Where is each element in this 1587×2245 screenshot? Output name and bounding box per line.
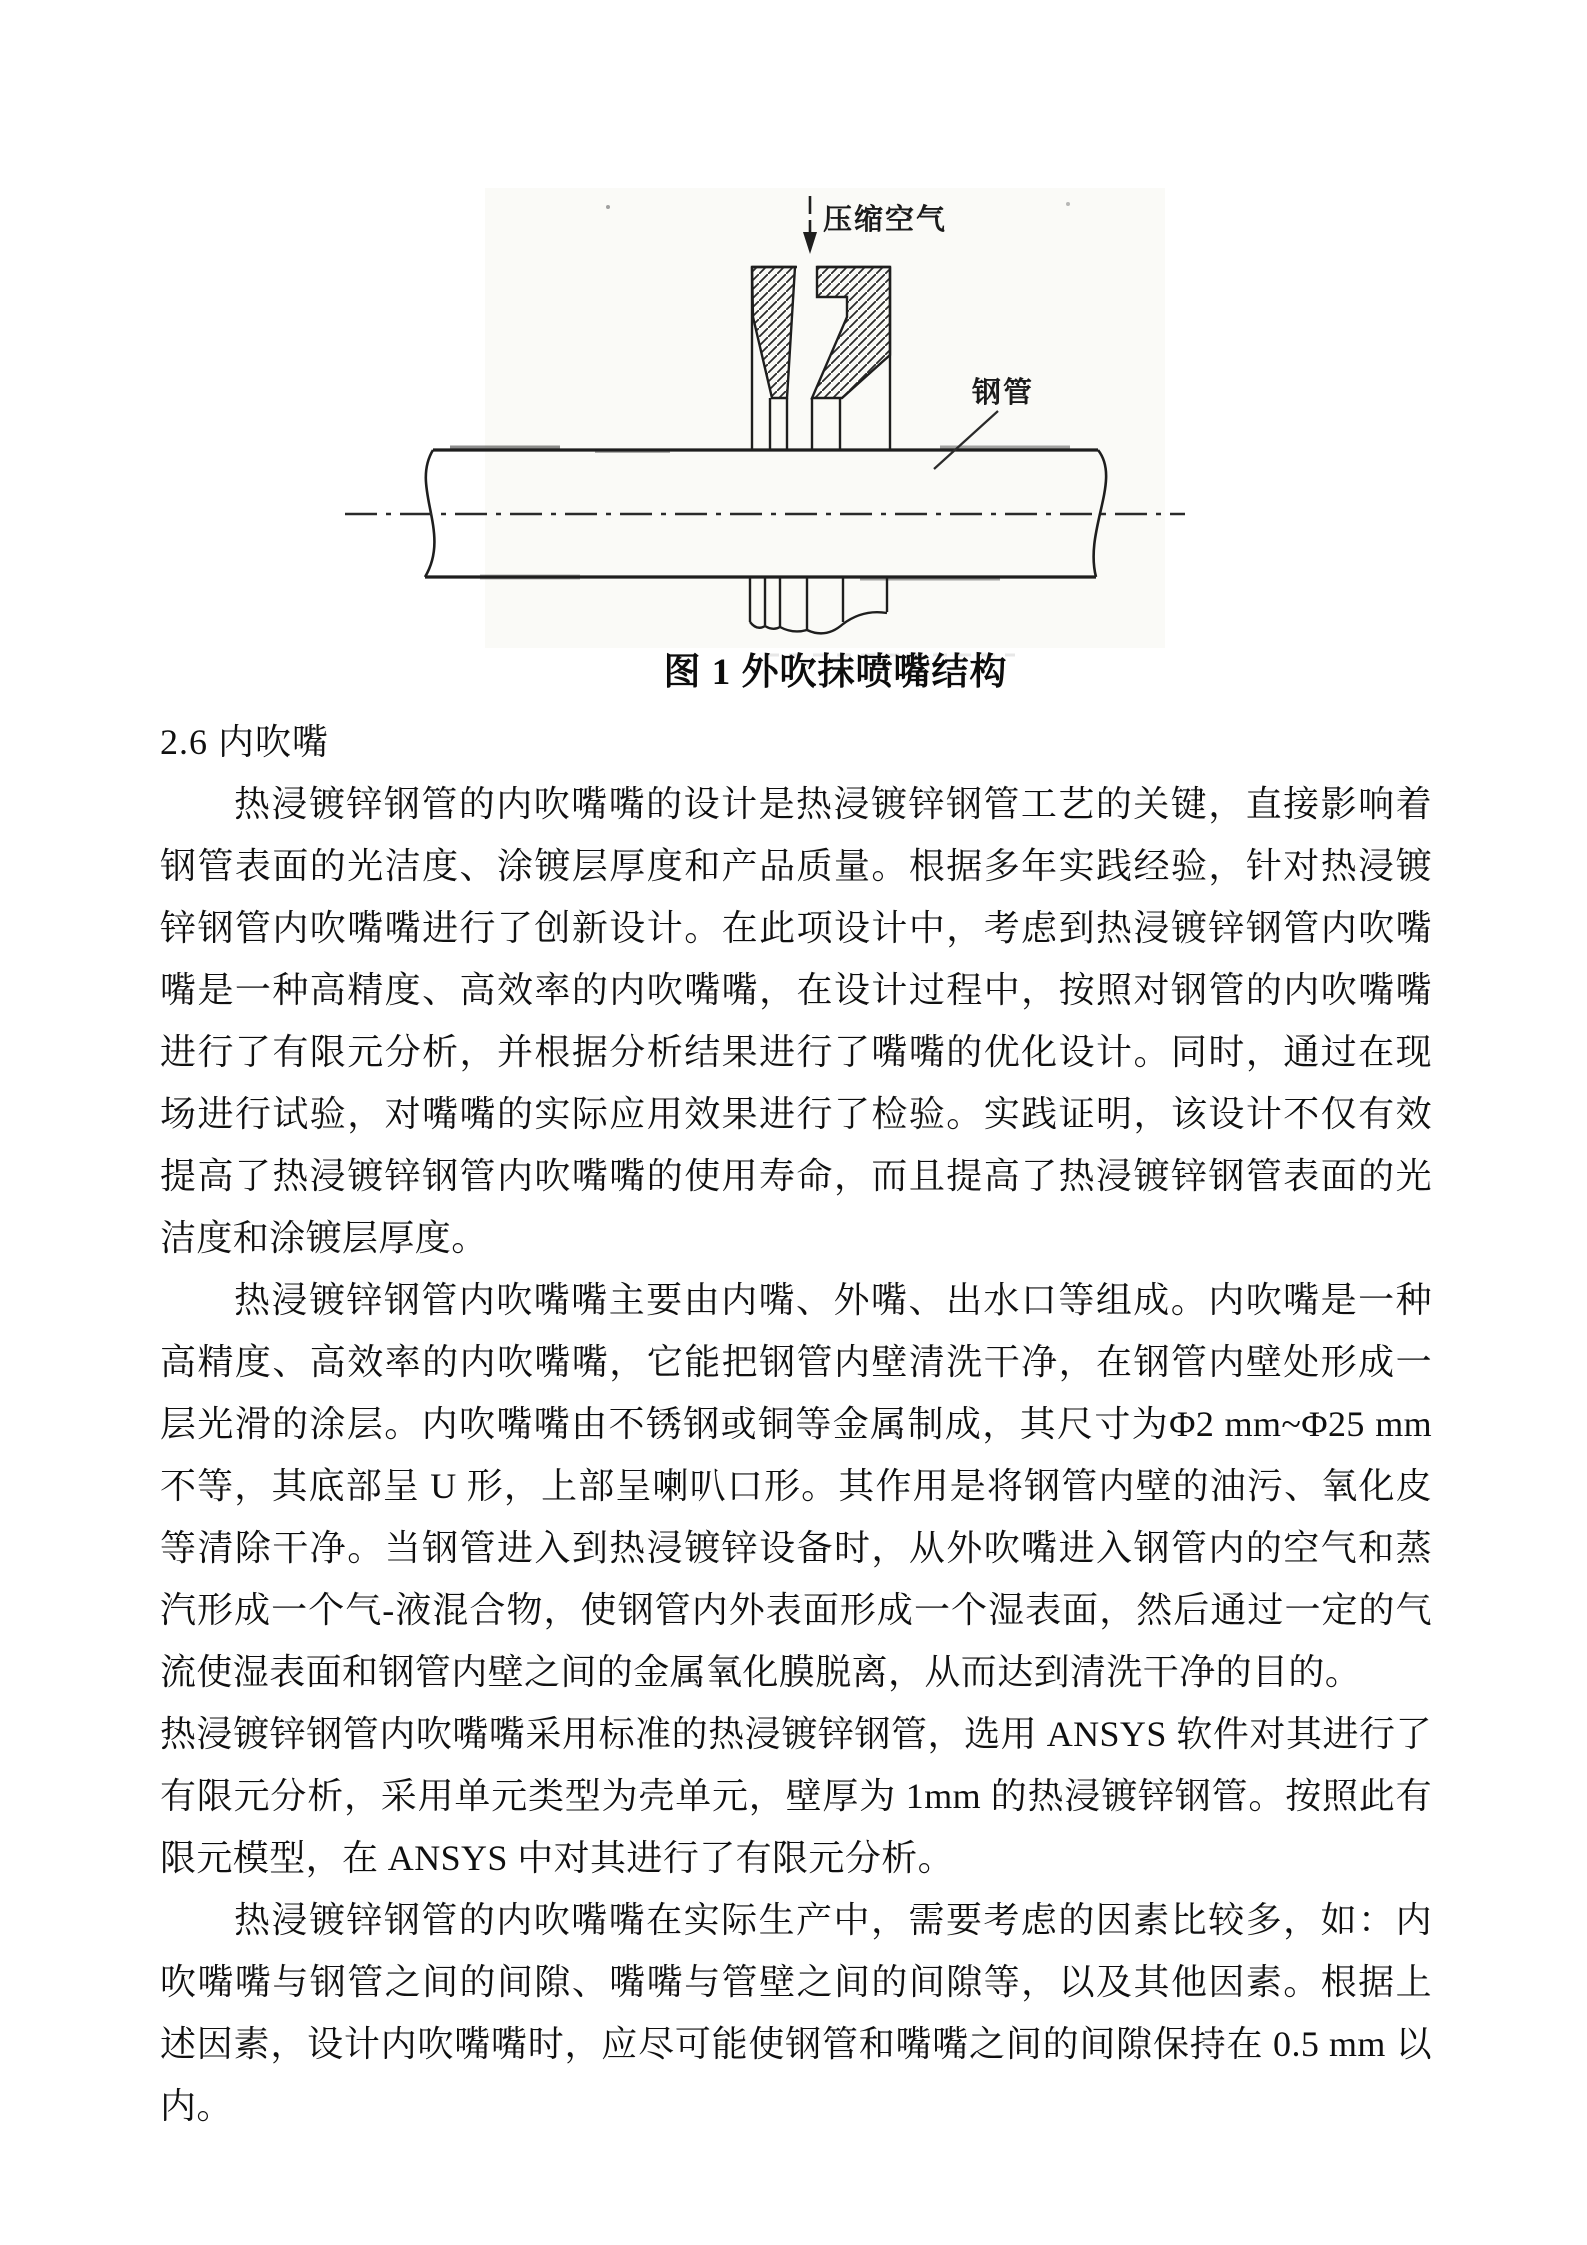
document-body bbox=[160, 711, 1432, 2137]
paragraph: 热浸镀锌钢管的内吹嘴嘴在实际生产中，需要考虑的因素比较多，如：内吹嘴嘴与钢管之间的间隙、嘴嘴与管壁之间的间隙等，以及其他因素。根据上述因素，设计内吹嘴嘴时，应尽可能使钢管和嘴嘴之间的间隙保持在 0.5 mm 以内。 bbox=[160, 1900, 1432, 2126]
paragraph: 热浸镀锌钢管内吹嘴嘴主要由内嘴、外嘴、出水口等组成。内吹嘴是一种高精度、高效率的内吹嘴嘴，它能把钢管内壁清洗干净，在钢管内壁处形成一层光滑的涂层。内吹嘴嘴由不锈钢或铜等金属制成，其尺寸为Φ2 mm~Φ25 mm 不等，其底部呈 U 形，上部呈喇叭口形。其作用是将钢管内壁的油污、氧化皮等清除干净。当钢管进入到热浸镀锌设备时，从外吹嘴进入钢管内的空气和蒸汽形成一个气-液混合物，使钢管内外表面形成一个湿表面，然后通过一定的气流使湿表面和钢管内壁之间的金属氧化膜脱离，从而达到清洗干净的目的。 bbox=[160, 1280, 1432, 1692]
figure-caption: 图 1 外吹抹喷嘴结构 bbox=[663, 652, 1008, 693]
scan-speck bbox=[1066, 202, 1070, 206]
scan-background bbox=[485, 188, 1165, 648]
figure-1 bbox=[300, 130, 1300, 670]
section-heading: 2.6 内吹嘴 bbox=[160, 722, 330, 762]
nozzle-diagram bbox=[300, 130, 1300, 670]
paragraph: 热浸镀锌钢管内吹嘴嘴采用标准的热浸镀锌钢管，选用 ANSYS 软件对其进行了有限元分析，采用单元类型为壳单元，壁厚为 1mm 的热浸镀锌钢管。按照此有限元模型，在 ANSYS 中对其进行了有限元分析。 bbox=[160, 1714, 1432, 1878]
paragraph: 热浸镀锌钢管的内吹嘴嘴的设计是热浸镀锌钢管工艺的关键，直接影响着钢管表面的光洁度、涂镀层厚度和产品质量。根据多年实践经验，针对热浸镀锌钢管内吹嘴嘴进行了创新设计。在此项设计中，考虑到热浸镀锌钢管内吹嘴嘴是一种高精度、高效率的内吹嘴嘴，在设计过程中，按照对钢管的内吹嘴嘴进行了有限元分析，并根据分析结果进行了嘴嘴的优化设计。同时，通过在现场进行试验，对嘴嘴的实际应用效果进行了检验。实践证明，该设计不仅有效提高了热浸镀锌钢管内吹嘴嘴的使用寿命，而且提高了热浸镀锌钢管表面的光洁度和涂镀层厚度。 bbox=[160, 784, 1432, 1258]
steel-pipe-label: 钢管 bbox=[972, 377, 1035, 409]
scan-speck bbox=[606, 205, 610, 209]
compressed-air-label: 压缩空气 bbox=[823, 204, 948, 236]
